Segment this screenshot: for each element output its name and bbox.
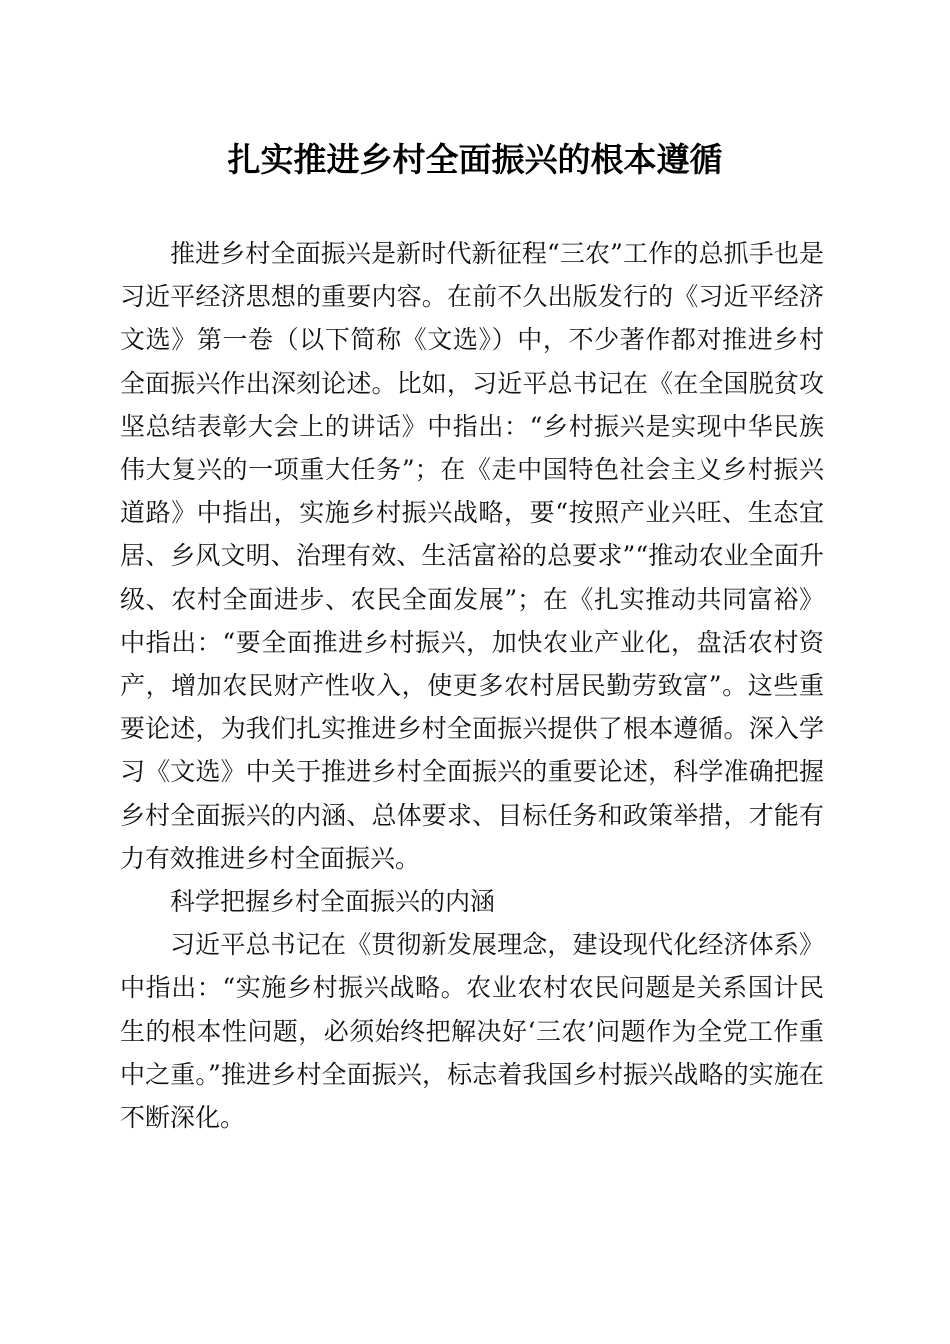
paragraph-2: 习近平总书记在《贯彻新发展理念，建设现代化经济体系》中指出：“实施乡村振兴战略。农业农村农民问题是关系国计民生的根本性问题，必须始终把解决好‘三农’问题作为全党工作重中之重。”推进乡村全面振兴，标志着我国乡村振兴战略的实施在不断深化。 [120,930,824,1133]
document-body [120,232,824,1139]
paragraph-1: 推进乡村全面振兴是新时代新征程“三农”工作的总抓手也是习近平经济思想的重要内容。在前不久出版发行的《习近平经济文选》第一卷（以下简称《文选》）中，不少著作都对推进乡村全面振兴作出深刻论述。比如，习近平总书记在《在全国脱贫攻坚总结表彰大会上的讲话》中指出：“乡村振兴是实现中华民族伟大复兴的一项重大任务”；在《走中国特色社会主义乡村振兴道路》中指出，实施乡村振兴战略，要“按照产业兴旺、生态宜居、乡风文明、治理有效、生活富裕的总要求”“推动农业全面升级、农村全面进步、农民全面发展”；在《扎实推动共同富裕》中指出：“要全面推进乡村振兴，加快农业产业化，盘活农村资产，增加农民财产性收入，使更多农村居民勤劳致富”。这些重要论述，为我们扎实推进乡村全面振兴提供了根本遵循。深入学习《文选》中关于推进乡村全面振兴的重要论述，科学准确把握乡村全面振兴的内涵、总体要求、目标任务和政策举措，才能有力有效推进乡村全面振兴。 [120,239,824,873]
document-title: 扎实推进乡村全面振兴的根本遵循 [227,140,723,179]
section-heading: 科学把握乡村全面振兴的内涵 [170,887,496,917]
